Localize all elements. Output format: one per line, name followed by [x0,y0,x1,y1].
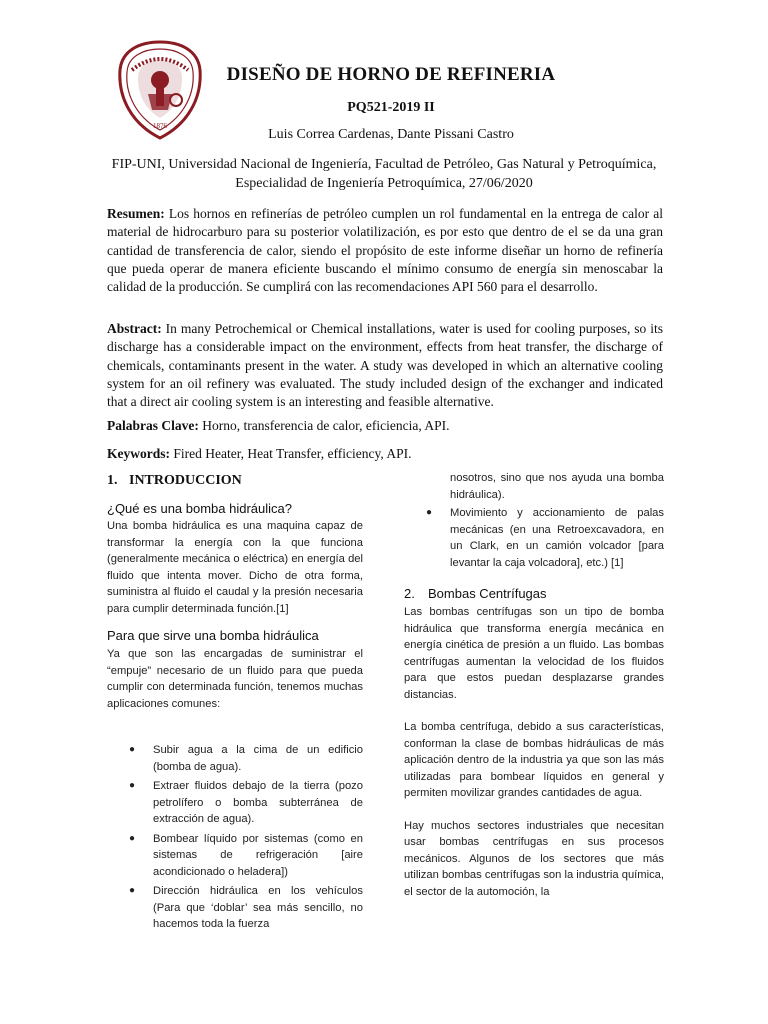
abstract-text: In many Petrochemical or Chemical installations, water is used for cooling purposes, so its discharge has a considerable impact on the environment, effects from heat transfer, the discharge of chemicals, contaminants present in the water. A study was developed in which an alternative cooling system for an oil refinery was evaluated. The study included design of the exchanger and indicated that a direct air cooling system is an interesting and feasible alternative. [107,321,663,410]
left-column [107,470,363,936]
que-es-paragraph: Una bomba hidráulica es una maquina capaz de transformar la energía con la que funciona (generalmente mecánica o eléctrica) en energía del fluido que intenta mover. Dicho de otra forma, suministra al fluido el caudal y la presión necesaria para cumplir determinada función.[1] [107,520,363,615]
abstract-paragraph [107,320,663,411]
palabras-text: Horno, transferencia de calor, eficiencia, API. [202,418,450,433]
centrifugas-paragraph-3: Hay muchos sectores industriales que necesitan usar bombas centrífugas en sus procesos mecánicos. Algunos de los sectores que más utilizan bombas centrífugas son la industria química, el sector de la automoción, la [404,819,664,898]
para-que-sirve-paragraph: Ya que son las encargadas de suministrar el “empuje” necesario de un fluido para que pueda cumplir con determinada función, tenemos muchas aplicaciones comunes: [107,648,363,710]
section-title: Bombas Centrífugas [428,586,547,601]
section-heading-intro [107,473,363,489]
section-number: 1. [107,473,118,488]
right-column [404,470,664,900]
applications-list-continued [404,505,664,571]
resumen-text: Los hornos en refinerías de petróleo cumplen un rol fundamental en la entrega de calor al material de hidrocarburo para su posterior volatilización, es por esto que dentro de el se da una gran cantidad de transferencia de calor, siendo el propósito de este informe diseñar un horno de refinería que pueda operar de manera eficiente buscando el mínimo consumo de energía sin menoscabar la calidad de la producción. Se cumplirá con las recomendaciones API 560 para el desarrollo. [107,206,664,295]
paper-title: DISEÑO DE HORNO DE REFINERIA [226,64,556,85]
section-title: INTRODUCCION [129,473,242,488]
palabras-label: Palabras Clave: [107,418,199,433]
bullet-continuation: nosotros, sino que nos ayuda una bomba hidráulica). [450,472,664,501]
authors: Luis Correa Cardenas, Dante Pissani Castro [268,127,514,142]
section-heading-centrifugas [404,586,664,601]
resumen-paragraph [107,205,663,296]
bullet-icon: ● [426,507,433,518]
resumen-label: Resumen: [107,206,165,221]
keywords [107,445,663,463]
bullet-icon: ● [129,744,136,755]
bullet-icon: ● [129,780,136,791]
subheading-que-es: ¿Qué es una bomba hidráulica? [107,501,293,516]
palabras-clave [107,417,663,435]
keywords-label: Keywords: [107,446,170,461]
affiliation-line-2: Especialidad de Ingeniería Petroquímica, 27/06/2020 [235,176,533,191]
bullet-icon: ● [129,885,136,896]
applications-list [107,742,363,933]
university-seal-icon [118,40,202,140]
affiliation [100,155,668,193]
seal-year: 1876 [153,122,167,130]
list-item: ● Dirección hidráulica en los vehículos (Para que ‘doblar’ sea más sencillo, no hacemos toda la fuerza [129,885,363,930]
bullet-icon: ● [129,832,136,844]
course-code: PQ521-2019 II [347,100,435,115]
list-item: ● Movimiento y accionamiento de palas mecánicas (en una Retroexcavadora, en un Clark, en un camión volcador [para levantar la caja volcadora], etc.) [1] [426,507,664,569]
keywords-text: Fired Heater, Heat Transfer, efficiency, API. [173,446,412,461]
list-item: ● Bombear líquido por sistemas (como en sistemas de refrigeración [aire acondicionado o heladera]) [129,832,363,878]
abstract-label: Abstract: [107,321,162,336]
affiliation-line-1: FIP-UNI, Universidad Nacional de Ingeniería, Facultad de Petróleo, Gas Natural y Petroquímica, [111,157,657,172]
list-item: ● Subir agua a la cima de un edificio (bomba de agua). [129,744,363,773]
centrifugas-paragraph-2: La bomba centrífuga, debido a sus características, conforman la clase de bombas hidráulicas de más aplicación dentro de la industria ya que son las más utilizadas para bombear líquidos en general y permiten movilizar grandes cantidades de agua. [404,721,664,799]
centrifugas-paragraph-1: Las bombas centrífugas son un tipo de bomba hidráulica que transforma energía mecánica en energía cinética de presión a un fluido. Las bombas centrífugas aumentan la velocidad de los fluidos para que estos puedan desplazarse grandes distancias. [404,606,664,701]
list-item: ● Extraer fluidos debajo de la tierra (pozo petrolífero o bomba subterránea de extracción de agua). [129,780,363,825]
section-number: 2. [404,586,415,601]
subheading-para-que-sirve: Para que sirve una bomba hidráulica [107,628,319,643]
